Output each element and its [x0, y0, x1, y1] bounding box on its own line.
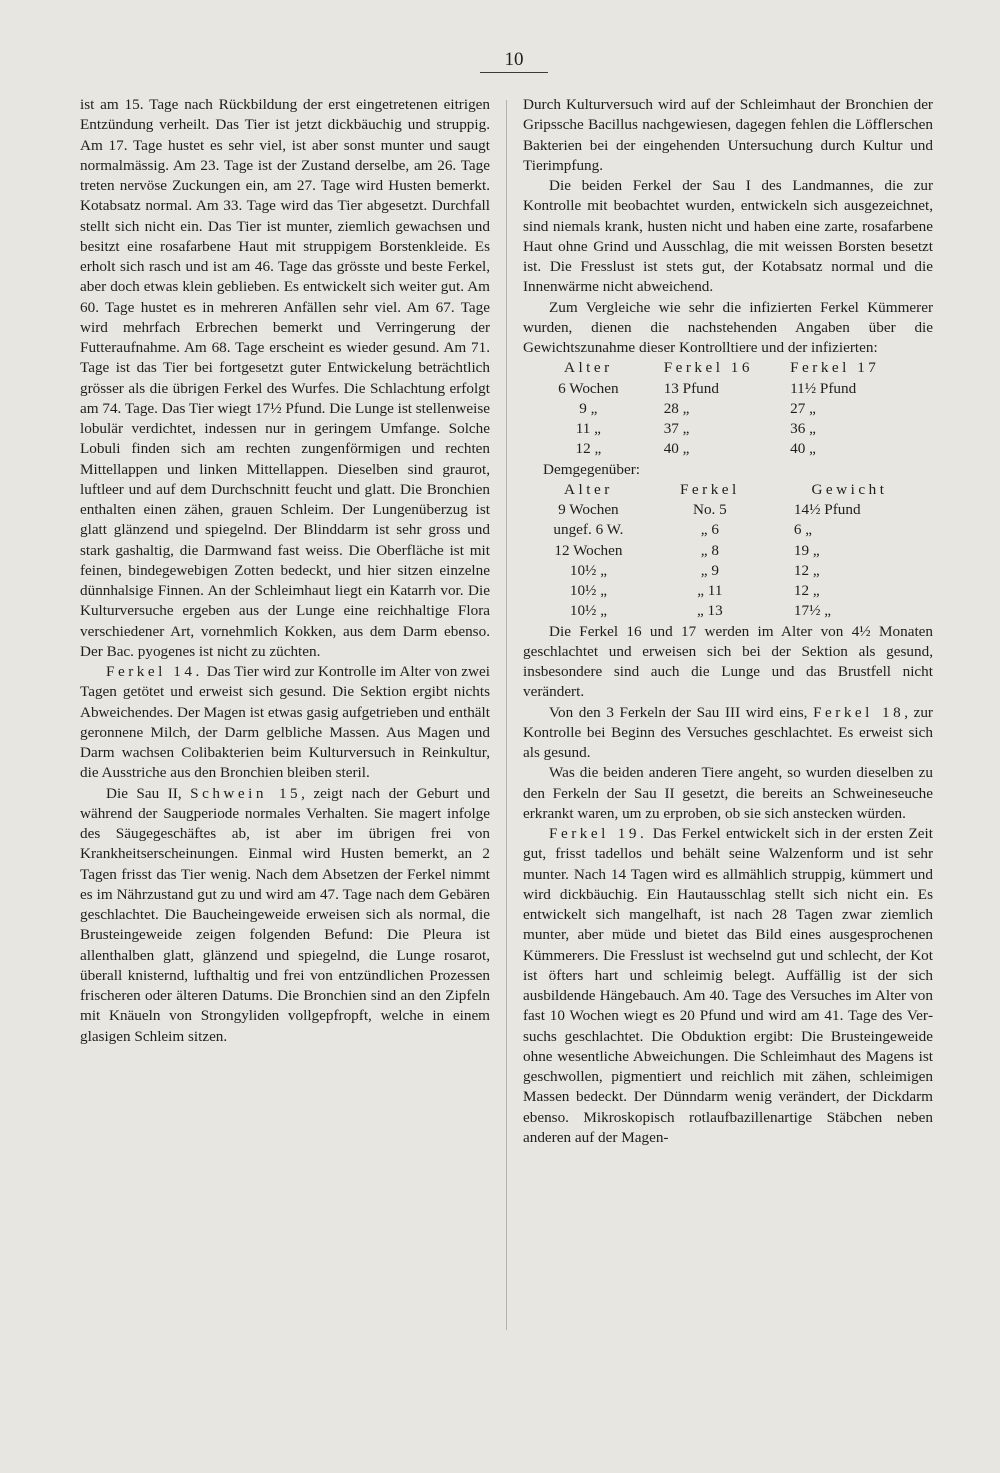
right-paragraph-2: Die beiden Ferkel der Sau I des Landmannes, die zur Kontrolle mit beobachtet wurden, entwickeln sich ausgezeichnet, sind niemals krank, husten nicht und haben eine zarte, rosafarbene Haut ohne Grind und Ausschlag, die mit weissen Borsten besetzt ist. Die Fresslust ist stets gut, der Kotabsatz normal und die Innenwärme nicht abweichend. — [523, 177, 933, 296]
table-row: 9 „ 28 „ 27 „ — [579, 399, 816, 417]
table-row: 10½ „ „ 9 12 „ — [569, 561, 820, 579]
left-paragraph-1: ist am 15. Tage nach Rückbildung der erst eingetretenen eitrigen Entzündung verheilt. Das Tier ist jetzt dickbäuchig und struppig. Am 17. Tage hustet es sehr viel, ist aber sonst munter und saugt normalmässig. Am 23. Tage ist der Zustand derselbe, am 26. Tage treten nervöse Zuckungen ein, am 27. Tage wird Husten bemerkt. Kotabsatz normal. Am 33. Tage wird das Tier abgesetzt. Durchfall stellt sich nicht ein. Das Tier ist munter, ziemlich gewachsen und besitzt eine rosafarbene Haut mit struppigem Borstenkleide. Es erholt sich rasch und ist am 46. Tage das grösste und beste Ferkel, aber doch etwas klein geblieben. Es entwickelt sich weiter gut. Am 60. Tage hustet es in mehreren Anfällen sehr viel. Am 67. Tage wird mehrfach Erbrechen bemerkt und Verringerung der Futteraufnahme. Am 68. Tage erscheint es wieder gesund. Am 71. Tage ist das Tier bei fortgesetzt guter Entwickelung beträchtlich grösser als die übrigen Ferkel des Wurfes. Die Schlachtung erfolgt am 74. Tage. Das Tier wiegt 17½ Pfund. Die Lunge ist stellenweise lobulär verdichtet, indessen nur in geringem Umfange. Solche Lobuli finden sich am rechten zungenförmigen und rechten Mittellappen und linken Mittellappen. Dieselben sind graurot, luftleer und auf dem Durchschnitt feucht und glatt. Die Bronchien enthalten einen zähen, grauen Schleim. Der Lungenüberzug ist glatt glänzend und spiegelnd. Der Blinddarm ist sehr gross und stark gashaltig, die Darmwand fast weiss. Die Oberfläche ist mit feinen, bindegewebigen Zotten bedeckt, und hier sitzen einzelne dünnhalsige Finnen. An der Schleimhaut liegt ein Katarrh vor. Die Kulturversuche ergeben aus der Lunge eine reichhaltige Flora verschiedener Art, vornehmlich Kokken, aus dem Darm ebenso. Der Bac. pyogenes ist nicht zu züchten. — [80, 96, 490, 660]
table-row: 9 Wochen No. 5 14½ Pfund — [558, 501, 861, 518]
table-row: 12 „ 40 „ 40 „ — [575, 440, 816, 458]
table-row: ungef. 6 W. „ 6 6 „ — [553, 521, 813, 539]
controls-weight-table — [523, 358, 933, 459]
table-header-row: Alter Ferkel Gewicht — [564, 480, 888, 498]
right-paragraph-1: Durch Kulturversuch wird auf der Schleimhaut der Bronchien der Gripssche Bacillus nachgewiesen, dagegen fehlen die Löfflerschen Bakterien bei der eingehenden Untersuchung durch Kultur und Tierimpfung. — [523, 96, 933, 174]
right-column — [523, 95, 933, 1148]
column-divider — [506, 100, 507, 1330]
spaced-heading: Schwein 15 — [190, 784, 302, 802]
left-paragraph-2: Ferkel 14. Das Tier wird zur Kontrolle im Alter von zwei Tagen getötet und erweist sich gesund. Die Sektion ergibt nichts Abweichendes. Der Magen ist etwas gasig aufgetrieben und enthält geronnene Milch, der Darm gelbliche Massen. Aus Magen und Darm wachsen Colibakterien beim Kulturversuch in Reinkultur, die Ausstriche aus den Bronchien bleiben steril. — [80, 663, 490, 782]
table-row: 10½ „ „ 13 17½ „ — [569, 602, 832, 620]
right-paragraph-5: Von den 3 Ferkeln der Sau III wird eins, Ferkel 18, zur Kontrolle bei Beginn des Versuches geschlachtet. Es erweist sich als gesund. — [523, 703, 933, 761]
page-number: 10 — [480, 48, 548, 73]
infected-weight-table — [523, 480, 933, 622]
spaced-heading: Ferkel 19. — [549, 825, 648, 842]
right-paragraph-7: Ferkel 19. Das Ferkel entwickelt sich in der ersten Zeit gut, frisst tadellos und behält seine Walzenform und ist sehr munter. Nach 14 Tagen wird es allmählich struppig, kümmert und wird dickbäuchig. Ein Hautausschlag stellt sich nicht ein. Es entwickelt sich mangelhaft, ist nach 28 Tagen zwar ziemlich munter, aber müde und bietet das Bild eines ausgesprochenen Kümmerers. Die Fresslust ist wechselnd gut und schlecht, der Kot ist öfters hart und schleimig belegt. Auffällig ist der sich ausbildende Hängebauch. Am 40. Tage des Versuches im Alter von fast 10 Wochen wiegt es 20 Pfund und wird am 41. Tage des Versuchs geschlachtet. Die Obduktion ergibt: Die Brusteingeweide ohne wesentliche Abweichungen. Die Schleimhaut des Magens ist geschwollen, pigmentiert und reichlich mit zähen, schleimigen Massen bedeckt. Der Dünndarm wenig verändert, der Dickdarm ebenso. Mikroskopisch rotlaufbazillenartige Stäbchen neben anderen auf der Magen- — [523, 825, 933, 1146]
spaced-heading: Ferkel 14. — [106, 663, 203, 680]
left-column — [80, 95, 490, 1047]
table-row: 10½ „ „ 11 12 „ — [569, 582, 820, 599]
table-label: Demgegenüber: — [543, 460, 640, 478]
table-row: 6 Wochen 13 Pfund 11½ Pfund — [558, 379, 857, 397]
table-row: 12 Wochen „ 8 19 „ — [554, 541, 820, 559]
right-paragraph-3: Zum Vergleiche wie sehr die infizierten Ferkel Kümmerer wurden, dienen die nachstehenden Angaben über die Gewichtszunahme dieser Kontrolltiere und der infizierten: — [523, 298, 933, 356]
right-paragraph-4: Die Ferkel 16 und 17 werden im Alter von 4½ Monaten geschlachtet und erweisen sich bei der Sektion als gesund, insbesondere sind auch die Lunge und das Brustfell nicht verändert. — [523, 622, 933, 701]
left-paragraph-3: Die Sau II, Schwein 15, zeigt nach der Geburt und während der Saugperiode normales Verhalten. Sie magert infolge des Säugegeschäftes ab, ist aber im übrigen frei von Krankheitserscheinungen. Einmal wird Husten bemerkt, an 2 Tagen frisst das Tier wenig. Nach dem Absetzen der Ferkel nimmt es im Nährzustand gut zu und wird am 47. Tage nach dem Gebären geschlachtet. Die Baucheingeweide erweisen sich als normal, die Brusteingeweide zeigen folgenden Befund: Die Pleura ist allenthalben glatt, glänzend und spiegelnd, die Lunge rosarot, überall knisternd, lufthaltig und frei von entzündlichen Prozessen frischeren oder älteren Datums. Die Bronchien sind an den Zipfeln mit Knäueln von Strongyliden vollgepfropft, welche in einem glasigen Schleim sitzen. — [80, 784, 490, 1045]
spaced-heading: Ferkel 18 — [813, 703, 905, 721]
table-header-row: Alter Ferkel 16 Ferkel 17 — [563, 359, 880, 377]
right-paragraph-6: Was die beiden anderen Tiere angeht, so wurden dieselben zu den Ferkeln der Sau II gesetzt, die bereits an Schweineseuche erkrankt waren, um zu erproben, ob sie sich anstecken würden. — [523, 764, 933, 822]
table-row: 11 „ 37 „ 36 „ — [575, 420, 816, 437]
